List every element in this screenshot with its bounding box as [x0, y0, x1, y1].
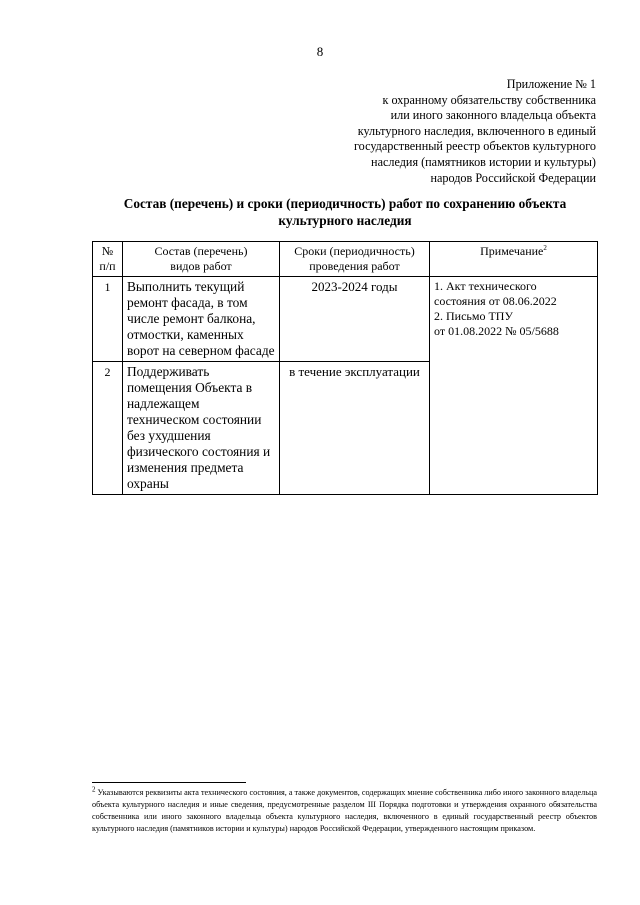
row-num: 2	[93, 362, 123, 495]
document-title-line: культурного наследия	[278, 213, 412, 228]
document-title	[95, 195, 595, 229]
note-line: 2. Письмо ТПУ	[434, 309, 513, 323]
appendix-line: культурного наследия, включенного в единый	[357, 123, 596, 138]
appendix-header	[296, 77, 596, 186]
appendix-line: народов Российской Федерации	[430, 170, 596, 185]
header-deadlines-line: Сроки (периодичность)	[294, 244, 415, 258]
row-deadline: 2023-2024 годы	[280, 277, 430, 362]
footnote-reference: 2	[543, 244, 547, 252]
note-line: состояния от 08.06.2022	[434, 294, 557, 308]
document-title-line: Состав (перечень) и сроки (периодичность) работ по сохранению объекта	[123, 196, 567, 211]
header-note	[430, 242, 598, 277]
row-works: Выполнить текущий ремонт фасада, в том числе ремонт балкона, отмостки, каменных ворот на северном фасаде	[123, 277, 280, 362]
row-num: 1	[93, 277, 123, 362]
header-num-line: №	[101, 244, 114, 258]
works-table	[92, 241, 598, 495]
header-deadlines-line: проведения работ	[309, 259, 400, 273]
header-deadlines	[280, 242, 430, 277]
appendix-line: государственный реестр объектов культурного	[353, 139, 596, 154]
note-line: от 01.08.2022 № 05/5688	[434, 324, 559, 338]
header-num-line: п/п	[99, 259, 116, 273]
footnote-divider	[92, 782, 246, 783]
note-line: 1. Акт технического	[434, 279, 537, 293]
footnote-text: Указываются реквизиты акта технического состояния, а также документов, содержащих мнение собственника либо иного законного владельца объекта культурного наследия и иные сведения, предусмотренные разделом III Порядка подготовки и утверждения охранного обязательства собственника или иного законного владельца объекта культурного наследия, включенного в единый государственный реестр объектов культурного наследия (памятников истории и культуры) народов Российской Федерации, утвержденного настоящим приказом.	[92, 788, 597, 833]
row-note	[430, 277, 598, 495]
appendix-line: или иного законного владельца объекта	[390, 108, 596, 123]
appendix-line: Приложение № 1	[506, 77, 596, 91]
appendix-line: наследия (памятников истории и культуры)	[371, 154, 596, 169]
row-deadline: в течение эксплуатации	[280, 362, 430, 495]
header-note-label: Примечание	[480, 244, 544, 258]
table-row	[93, 277, 598, 362]
footnote-mark: 2	[92, 785, 96, 794]
table-header-row	[93, 242, 598, 277]
page-number: 8	[316, 44, 324, 59]
footnote	[92, 787, 597, 835]
appendix-line: к охранному обязательству собственника	[382, 92, 596, 107]
header-works-line: видов работ	[170, 259, 232, 273]
header-works	[123, 242, 280, 277]
header-num	[93, 242, 123, 277]
row-works: Поддерживать помещения Объекта в надлежащем техническом состоянии без ухудшения физического состояния и изменения предмета охраны	[123, 362, 280, 495]
header-works-line: Состав (перечень)	[154, 244, 248, 258]
